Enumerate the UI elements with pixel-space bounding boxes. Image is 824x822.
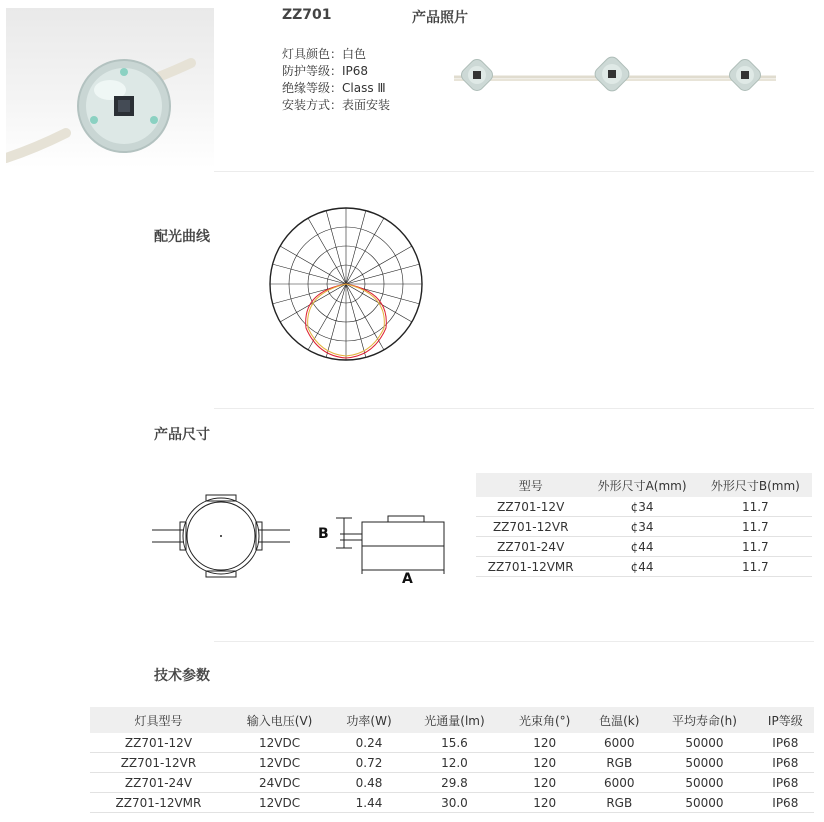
table-cell: 30.0 <box>406 793 503 813</box>
spec-protection: 防护等级：IP68 <box>282 64 369 78</box>
column-header: 光通量(lm) <box>406 707 503 733</box>
table-cell: 0.72 <box>332 753 406 773</box>
dimensions-title: 产品尺寸 <box>154 427 210 443</box>
table-cell: ZZ701-24V <box>90 773 227 793</box>
table-cell: 0.48 <box>332 773 406 793</box>
table-cell: 11.7 <box>699 537 812 557</box>
table-cell: 120 <box>503 753 586 773</box>
model-number: ZZ701 <box>282 7 332 23</box>
table-cell: 6000 <box>586 733 652 753</box>
side-view-diagram <box>318 512 458 592</box>
table-header-row <box>476 473 812 497</box>
table-cell: IP68 <box>757 773 814 793</box>
table-cell: 24VDC <box>227 773 332 793</box>
table-cell: 120 <box>503 733 586 753</box>
table-cell: IP68 <box>757 753 814 773</box>
light-curve-title: 配光曲线 <box>154 229 210 245</box>
table-cell: IP68 <box>757 793 814 813</box>
column-header: 型号 <box>476 473 585 497</box>
table-cell: ZZ701-12V <box>90 733 227 753</box>
product-photo <box>6 8 214 168</box>
table-row <box>90 753 814 773</box>
table-row <box>476 557 812 577</box>
table-cell: RGB <box>586 793 652 813</box>
table-cell: 50000 <box>652 733 756 753</box>
table-cell: 11.7 <box>699 497 812 517</box>
table-row <box>90 733 814 753</box>
table-cell: 120 <box>503 793 586 813</box>
spec-color: 灯具颜色：白色 <box>282 47 367 61</box>
table-row <box>476 497 812 517</box>
table-cell: 11.7 <box>699 517 812 537</box>
table-cell: RGB <box>586 753 652 773</box>
table-cell: ZZ701-12V <box>476 497 585 517</box>
table-row <box>90 793 814 813</box>
tech-params-title: 技术参数 <box>154 668 210 684</box>
table-cell: ZZ701-12VMR <box>90 793 227 813</box>
product-chain-photo <box>446 52 786 102</box>
table-cell: ZZ701-24V <box>476 537 585 557</box>
table-cell: 120 <box>503 773 586 793</box>
table-row <box>90 773 814 793</box>
table-cell: ¢44 <box>585 557 698 577</box>
dimension-label-a: A <box>402 571 413 587</box>
section-divider <box>214 641 814 642</box>
table-cell: IP68 <box>757 733 814 753</box>
table-row <box>476 517 812 537</box>
column-header: 外形尺寸A(mm) <box>585 473 698 497</box>
table-cell: 12VDC <box>227 733 332 753</box>
table-cell: ¢44 <box>585 537 698 557</box>
table-header-row <box>90 707 814 733</box>
table-cell: 1.44 <box>332 793 406 813</box>
spec-insulation: 绝缘等级：Class Ⅲ <box>282 81 386 95</box>
table-cell: 12VDC <box>227 753 332 773</box>
table-cell: ZZ701-12VR <box>90 753 227 773</box>
column-header: 功率(W) <box>332 707 406 733</box>
dimension-label-b: B <box>318 526 329 542</box>
table-cell: 11.7 <box>699 557 812 577</box>
column-header: 色温(k) <box>586 707 652 733</box>
table-cell: 15.6 <box>406 733 503 753</box>
column-header: IP等级 <box>757 707 814 733</box>
top-view-diagram <box>150 492 292 582</box>
section-divider <box>214 171 814 172</box>
table-cell: 0.24 <box>332 733 406 753</box>
table-cell: 6000 <box>586 773 652 793</box>
dimension-table <box>476 473 812 577</box>
table-cell: 50000 <box>652 753 756 773</box>
photo-title: 产品照片 <box>412 10 468 26</box>
table-cell: ZZ701-12VMR <box>476 557 585 577</box>
table-cell: ¢34 <box>585 497 698 517</box>
table-row <box>476 537 812 557</box>
table-cell: 50000 <box>652 793 756 813</box>
column-header: 光束角(°) <box>503 707 586 733</box>
table-cell: 29.8 <box>406 773 503 793</box>
column-header: 平均寿命(h) <box>652 707 756 733</box>
section-divider <box>214 408 814 409</box>
column-header: 输入电压(V) <box>227 707 332 733</box>
table-cell: 50000 <box>652 773 756 793</box>
spec-installation: 安装方式：表面安装 <box>282 98 391 112</box>
tech-params-table <box>90 707 814 813</box>
polar-light-curve <box>262 200 442 376</box>
table-cell: 12.0 <box>406 753 503 773</box>
table-cell: 12VDC <box>227 793 332 813</box>
table-cell: ¢34 <box>585 517 698 537</box>
column-header: 灯具型号 <box>90 707 227 733</box>
table-cell: ZZ701-12VR <box>476 517 585 537</box>
column-header: 外形尺寸B(mm) <box>699 473 812 497</box>
